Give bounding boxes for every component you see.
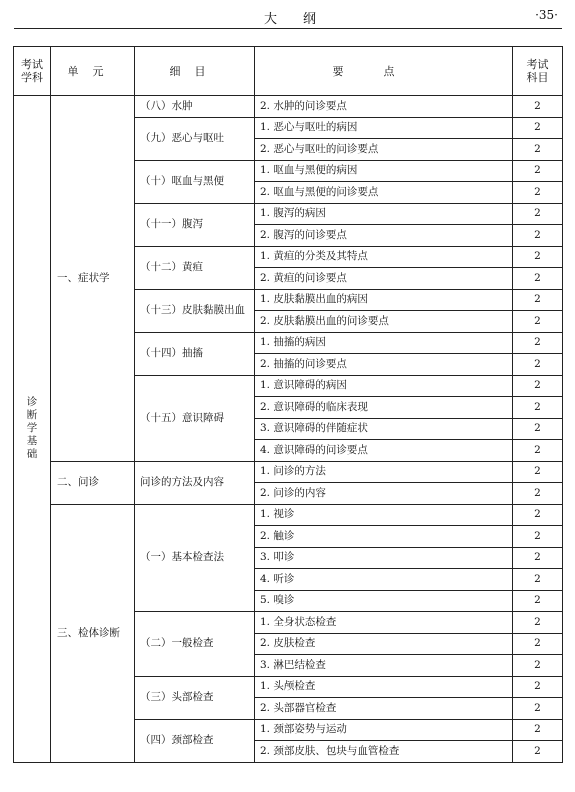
syllabus-table	[13, 46, 563, 763]
point-cell: 2. 呕血与黑便的问诊要点	[255, 182, 513, 204]
point-cell: 2. 颈部皮肤、包块与血管检查	[255, 741, 513, 763]
level-cell: 2	[513, 203, 563, 225]
point-cell: 2. 皮肤黏膜出血的问诊要点	[255, 311, 513, 333]
level-cell: 2	[513, 655, 563, 677]
point-cell: 1. 恶心与呕吐的病因	[255, 117, 513, 139]
unit-cell: 二、问诊	[51, 461, 135, 504]
point-cell: 3. 叩诊	[255, 547, 513, 569]
column-header-subject: 考试学科	[14, 47, 51, 96]
column-header-item: 细目	[135, 47, 255, 96]
point-cell: 2. 黄疸的问诊要点	[255, 268, 513, 290]
level-cell: 2	[513, 332, 563, 354]
level-cell: 2	[513, 719, 563, 741]
level-cell: 2	[513, 504, 563, 526]
item-cell: （十三）皮肤黏膜出血	[135, 289, 255, 332]
point-cell: 1. 呕血与黑便的病因	[255, 160, 513, 182]
table-row	[14, 504, 563, 526]
point-cell: 2. 意识障碍的临床表现	[255, 397, 513, 419]
item-cell: 问诊的方法及内容	[135, 461, 255, 504]
item-cell: （十）呕血与黑便	[135, 160, 255, 203]
level-cell: 2	[513, 225, 563, 247]
point-cell: 1. 抽搐的病因	[255, 332, 513, 354]
point-cell: 1. 全身状态检查	[255, 612, 513, 634]
page-header	[14, 8, 562, 29]
column-header-unit: 单元	[51, 47, 135, 96]
level-cell: 2	[513, 569, 563, 591]
point-cell: 3. 意识障碍的伴随症状	[255, 418, 513, 440]
item-cell: （一）基本检查法	[135, 504, 255, 612]
level-cell: 2	[513, 289, 563, 311]
point-cell: 1. 颈部姿势与运动	[255, 719, 513, 741]
level-cell: 2	[513, 268, 563, 290]
table-row	[14, 96, 563, 118]
syllabus-table-body	[14, 96, 563, 763]
level-cell: 2	[513, 483, 563, 505]
level-cell: 2	[513, 96, 563, 118]
point-cell: 2. 触诊	[255, 526, 513, 548]
level-cell: 2	[513, 375, 563, 397]
unit-cell: 三、检体诊断	[51, 504, 135, 762]
item-cell: （八）水肿	[135, 96, 255, 118]
level-cell: 2	[513, 311, 563, 333]
subject-cell	[14, 96, 51, 763]
point-cell: 2. 恶心与呕吐的问诊要点	[255, 139, 513, 161]
point-cell: 5. 嗅诊	[255, 590, 513, 612]
page-header-title: 大纲	[264, 12, 343, 27]
point-cell: 2. 皮肤检查	[255, 633, 513, 655]
column-header-level: 考试科目	[513, 47, 563, 96]
item-cell: （十四）抽搐	[135, 332, 255, 375]
level-cell: 2	[513, 418, 563, 440]
point-cell: 2. 腹泻的问诊要点	[255, 225, 513, 247]
level-cell: 2	[513, 440, 563, 462]
subject-label: 诊断学基础	[26, 396, 38, 461]
item-cell: （十二）黄疸	[135, 246, 255, 289]
level-cell: 2	[513, 612, 563, 634]
level-cell: 2	[513, 590, 563, 612]
item-cell: （十一）腹泻	[135, 203, 255, 246]
point-cell: 1. 黄疸的分类及其特点	[255, 246, 513, 268]
level-cell: 2	[513, 182, 563, 204]
level-cell: 2	[513, 397, 563, 419]
table-header-row	[14, 47, 563, 96]
level-cell: 2	[513, 117, 563, 139]
level-cell: 2	[513, 698, 563, 720]
point-cell: 4. 意识障碍的问诊要点	[255, 440, 513, 462]
point-cell: 1. 皮肤黏膜出血的病因	[255, 289, 513, 311]
column-header-point: 要点	[255, 47, 513, 96]
point-cell: 1. 头颅检查	[255, 676, 513, 698]
point-cell: 2. 水肿的问诊要点	[255, 96, 513, 118]
level-cell: 2	[513, 676, 563, 698]
point-cell: 4. 听诊	[255, 569, 513, 591]
point-cell: 2. 抽搐的问诊要点	[255, 354, 513, 376]
level-cell: 2	[513, 633, 563, 655]
point-cell: 2. 问诊的内容	[255, 483, 513, 505]
item-cell: （十五）意识障碍	[135, 375, 255, 461]
item-cell: （二）一般检查	[135, 612, 255, 677]
item-cell: （九）恶心与呕吐	[135, 117, 255, 160]
point-cell: 1. 问诊的方法	[255, 461, 513, 483]
level-cell: 2	[513, 246, 563, 268]
point-cell: 1. 腹泻的病因	[255, 203, 513, 225]
point-cell: 3. 淋巴结检查	[255, 655, 513, 677]
level-cell: 2	[513, 139, 563, 161]
point-cell: 1. 意识障碍的病因	[255, 375, 513, 397]
level-cell: 2	[513, 741, 563, 763]
level-cell: 2	[513, 526, 563, 548]
item-cell: （三）头部检查	[135, 676, 255, 719]
level-cell: 2	[513, 461, 563, 483]
table-row	[14, 461, 563, 483]
unit-cell: 一、症状学	[51, 96, 135, 462]
point-cell: 1. 视诊	[255, 504, 513, 526]
level-cell: 2	[513, 160, 563, 182]
level-cell: 2	[513, 354, 563, 376]
page-number: ·35·	[535, 8, 558, 22]
item-cell: （四）颈部检查	[135, 719, 255, 762]
point-cell: 2. 头部器官检查	[255, 698, 513, 720]
level-cell: 2	[513, 547, 563, 569]
